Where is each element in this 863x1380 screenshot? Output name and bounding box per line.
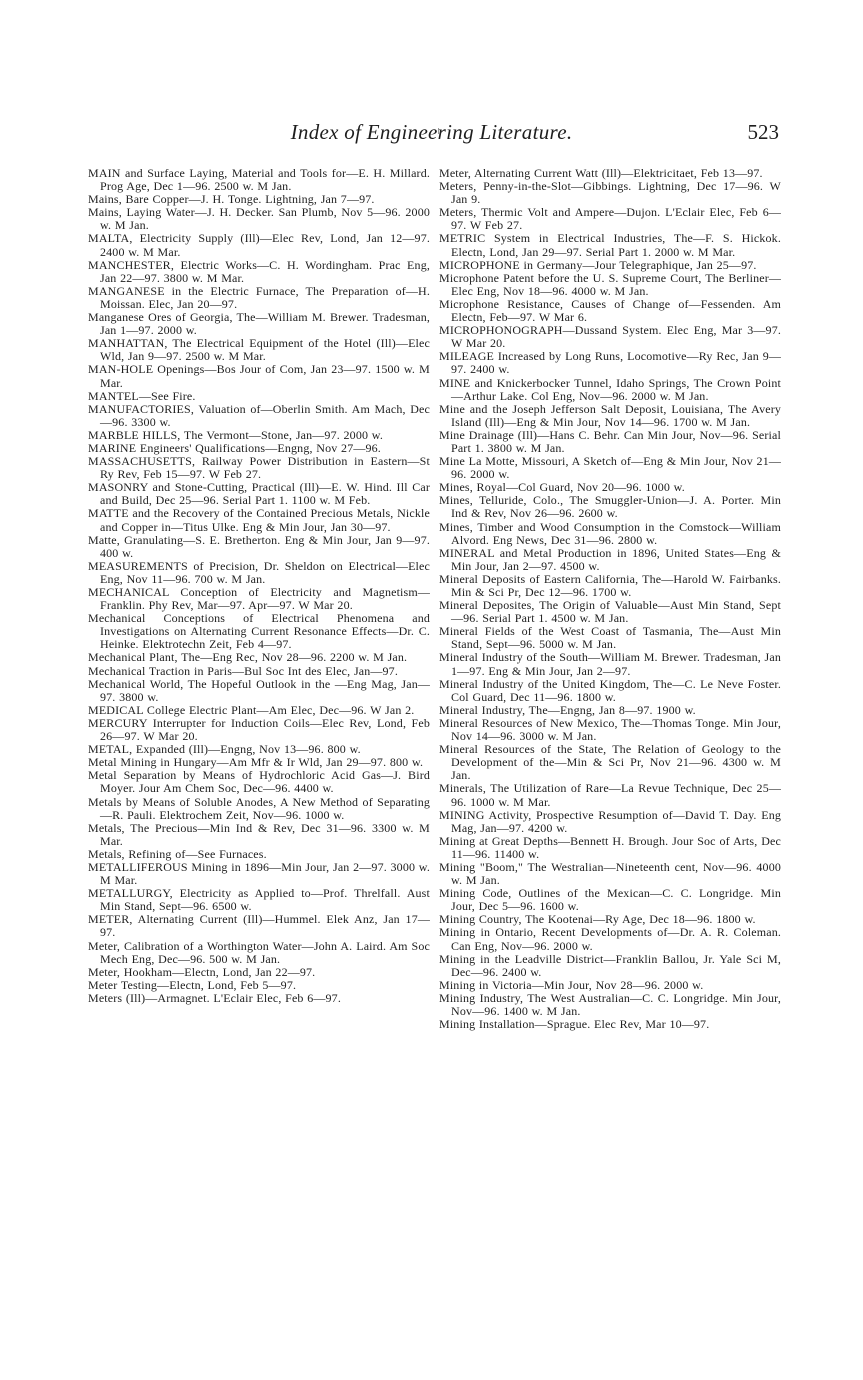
index-entry: Mineral Deposits of Eastern California, The—Harold W. Fairbanks. Min & Sci Pr, Dec 12—96. 1700 w. <box>439 571 781 599</box>
right-column <box>439 167 781 1031</box>
index-entry: Mining Installation—Sprague. Elec Rev, Mar 10—97. <box>439 1017 710 1032</box>
index-entry: Mechanical Traction in Paris—Bul Soc Int des Elec, Jan—97. <box>88 663 398 678</box>
index-entry: Mining in the Leadville District—Franklin Ballou, Jr. Yale Sci M, Dec—96. 2400 w. <box>439 951 781 979</box>
index-entry: METAL, Expanded (Ill)—Engng, Nov 13—96. 800 w. <box>88 742 361 757</box>
index-entry: Mining in Victoria—Min Jour, Nov 28—96. 2000 w. <box>439 977 704 992</box>
index-entry: Mineral Fields of the West Coast of Tasmania, The—Aust Min Stand, Sept—96. 5000 w. M Jan. <box>439 624 781 652</box>
index-entry: Mining "Boom," The Westralian—Nineteenth cent, Nov—96. 4000 w. M Jan. <box>439 859 781 888</box>
index-entry: Mechanical Conceptions of Electrical Phenomena and Investigations on Alternating Current Resonance Effects—Dr. C. Heinke. Elektrotechn Zeit, Feb 4—97. <box>88 611 430 652</box>
index-entry: MASONRY and Stone-Cutting, Practical (Ill)—E. W. Hind. Ill Car and Build, Dec 25—96. Serial Part 1. 1100 w. M Feb. <box>88 480 430 508</box>
index-entry: Mining at Great Depths—Bennett H. Brough. Jour Soc of Arts, Dec 11—96. 11400 w. <box>439 833 781 861</box>
index-entry: Mines, Royal—Col Guard, Nov 20—96. 1000 w. <box>439 480 685 495</box>
index-entry: METALLIFEROUS Mining in 1896—Min Jour, Jan 2—97. 3000 w. M Mar. <box>88 859 430 888</box>
index-entry: Mineral Resources of the State, The Relation of Geology to the Development of the—Min & Sci Pr, Nov 21—96. 4300 w. M Jan. <box>439 742 781 783</box>
index-entry: Mining Country, The Kootenai—Ry Age, Dec 18—96. 1800 w. <box>439 912 756 927</box>
page-number: 523 <box>747 120 779 144</box>
index-entry: Meter Testing—Electn, Lond, Feb 5—97. <box>88 977 297 992</box>
index-entry: MANHATTAN, The Electrical Equipment of the Hotel (Ill)—Elec Wld, Jan 9—97. 2500 w. M Mar. <box>88 336 430 364</box>
index-entry: Microphone Resistance, Causes of Change of—Fessenden. Am Electn, Feb—97. W Mar 6. <box>439 296 781 325</box>
index-entry: Mine La Motte, Missouri, A Sketch of—Eng & Min Jour, Nov 21—96. 2000 w. <box>439 454 781 482</box>
index-entry: METRIC System in Electrical Industries, The—F. S. Hickok. Electn, Lond, Jan 29—97. Serial Part 1. 2000 w. M Mar. <box>439 231 781 259</box>
index-entry: MICROPHONE in Germany—Jour Telegraphique, Jan 25—97. <box>439 257 757 272</box>
index-entry: Manganese Ores of Georgia, The—William M. Brewer. Tradesman, Jan 1—97. 2000 w. <box>88 310 430 338</box>
index-entry: Mining Industry, The West Australian—C. C. Longridge. Min Jour, Nov—96. 1400 w. M Jan. <box>439 990 781 1018</box>
index-entry: MARINE Engineers' Qualifications—Engng, Nov 27—96. <box>88 440 381 455</box>
index-entry: Mineral Industry of the South—William M. Brewer. Tradesman, Jan 1—97. Eng & Min Jour, Jan 2—97. <box>439 650 781 678</box>
index-entry: Microphone Patent before the U. S. Supreme Court, The Berliner—Elec Eng, Nov 18—96. 4000 w. M Jan. <box>439 270 781 298</box>
index-entry: Mains, Laying Water—J. H. Decker. San Plumb, Nov 5—96. 2000 w. M Jan. <box>88 205 430 233</box>
index-entry: Mine and the Joseph Jefferson Salt Deposit, Louisiana, The Avery Island (Ill)—Eng & Min Jour, Nov 14—96. 1700 w. M Jan. <box>439 401 781 429</box>
index-entry: METALLURGY, Electricity as Applied to—Prof. Threlfall. Aust Min Stand, Sept—96. 6500 w. <box>88 886 430 914</box>
index-entry: MANTEL—See Fire. <box>88 388 196 403</box>
index-entry: Mining in Ontario, Recent Developments of—Dr. A. R. Coleman. Can Eng, Nov—96. 2000 w. <box>439 925 781 953</box>
index-entry: MANUFACTORIES, Valuation of—Oberlin Smith. Am Mach, Dec—96. 3300 w. <box>88 401 430 429</box>
index-entry: MECHANICAL Conception of Electricity and Magnetism—Franklin. Phy Rev, Mar—97. Apr—97. W Mar 20. <box>88 585 430 613</box>
index-entry: Metals by Means of Soluble Anodes, A New Method of Separating—R. Pauli. Elektrochem Zeit, Nov—96. 1000 w. <box>88 794 430 822</box>
page-header <box>0 120 863 150</box>
index-entry: Meter, Hookham—Electn, Lond, Jan 22—97. <box>88 964 316 979</box>
index-entry: Metal Separation by Means of Hydrochloric Acid Gas—J. Bird Moyer. Jour Am Chem Soc, Dec—96. 4400 w. <box>88 768 430 796</box>
index-entry: Meters, Penny-in-the-Slot—Gibbings. Lightning, Dec 17—96. W Jan 9. <box>439 179 781 207</box>
index-entry: Metal Mining in Hungary—Am Mfr & Ir Wld, Jan 29—97. 800 w. <box>88 755 424 770</box>
index-entry: Mains, Bare Copper—J. H. Tonge. Lightning, Jan 7—97. <box>88 192 375 207</box>
index-entry: Metals, Refining of—See Furnaces. <box>88 846 267 861</box>
index-entry: MAN-HOLE Openings—Bos Jour of Com, Jan 23—97. 1500 w. M Mar. <box>88 362 430 390</box>
index-entry: MANCHESTER, Electric Works—C. H. Wordingham. Prac Eng, Jan 22—97. 3800 w. M Mar. <box>88 257 430 285</box>
running-title: Index of Engineering Literature. <box>290 120 573 144</box>
index-entry: Mine Drainage (Ill)—Hans C. Behr. Can Min Jour, Nov—96. Serial Part 1. 3800 w. M Jan. <box>439 427 781 455</box>
index-entry: MATTE and the Recovery of the Contained Precious Metals, Nickle and Copper in—Titus Ulke. Eng & Min Jour, Jan 30—97. <box>88 506 430 534</box>
index-entry: MINERAL and Metal Production in 1896, United States—Eng & Min Jour, Jan 2—97. 4500 w. <box>439 545 781 573</box>
index-entry: MARBLE HILLS, The Vermont—Stone, Jan—97. 2000 w. <box>88 427 383 442</box>
index-entry: Mineral Industry, The—Engng, Jan 8—97. 1900 w. <box>439 702 696 717</box>
index-entry: METER, Alternating Current (Ill)—Hummel. Elek Anz, Jan 17—97. <box>88 912 430 940</box>
index-entry: MERCURY Interrupter for Induction Coils—Elec Rev, Lond, Feb 26—97. W Mar 20. <box>88 715 430 744</box>
index-entry: Mines, Telluride, Colo., The Smuggler-Union—J. A. Porter. Min Ind & Rev, Nov 26—96. 2600 w. <box>439 493 781 521</box>
index-entry: Metals, The Precious—Min Ind & Rev, Dec 31—96. 3300 w. M Mar. <box>88 820 430 848</box>
index-entry: Matte, Granulating—S. E. Bretherton. Eng & Min Jour, Jan 9—97. 400 w. <box>88 532 430 560</box>
index-entry: Meters, Thermic Volt and Ampere—Dujon. L'Eclair Elec, Feb 6—97. W Feb 27. <box>439 205 781 233</box>
index-entry: MEDICAL College Electric Plant—Am Elec, Dec—96. W Jan 2. <box>88 702 415 717</box>
index-entry: Mining Code, Outlines of the Mexican—C. C. Longridge. Min Jour, Dec 5—96. 1600 w. <box>439 886 781 914</box>
index-entry: MAIN and Surface Laying, Material and Tools for—E. H. Millard. Prog Age, Dec 1—96. 2500 w. M Jan. <box>88 166 430 194</box>
index-entry: MANGANESE in the Electric Furnace, The Preparation of—H. Moissan. Elec, Jan 20—97. <box>88 283 430 311</box>
index-entry: MICROPHONOGRAPH—Dussand System. Elec Eng, Mar 3—97. W Mar 20. <box>439 323 781 351</box>
left-column <box>88 167 430 1005</box>
index-entry: MASSACHUSETTS, Railway Power Distribution in Eastern—St Ry Rev, Feb 15—97. W Feb 27. <box>88 454 430 482</box>
index-entry: Mechanical Plant, The—Eng Rec, Nov 28—96. 2200 w. M Jan. <box>88 650 408 665</box>
index-entry: Meter, Alternating Current Watt (Ill)—Elektricitaet, Feb 13—97. <box>439 166 763 180</box>
index-entry: MEASUREMENTS of Precision, Dr. Sheldon on Electrical—Elec Eng, Nov 11—96. 700 w. M Jan. <box>88 558 430 586</box>
index-entry: Meter, Calibration of a Worthington Water—John A. Laird. Am Soc Mech Eng, Dec—96. 500 w. M Jan. <box>88 938 430 966</box>
index-entry: MINE and Knickerbocker Tunnel, Idaho Springs, The Crown Point—Arthur Lake. Col Eng, Nov—96. 2000 w. M Jan. <box>439 375 781 403</box>
index-entry: MALTA, Electricity Supply (Ill)—Elec Rev, Lond, Jan 12—97. 2400 w. M Mar. <box>88 231 430 259</box>
index-entry: Mineral Deposites, The Origin of Valuable—Aust Min Stand, Sept—96. Serial Part 1. 4500 w. M Jan. <box>439 598 781 626</box>
index-entry: MILEAGE Increased by Long Runs, Locomotive—Ry Rec, Jan 9—97. 2400 w. <box>439 349 781 377</box>
index-entry: Mineral Resources of New Mexico, The—Thomas Tonge. Min Jour, Nov 14—96. 3000 w. M Jan. <box>439 715 781 744</box>
index-entry: Minerals, The Utilization of Rare—La Revue Technique, Dec 25—96. 1000 w. M Mar. <box>439 781 781 809</box>
index-entry: Mines, Timber and Wood Consumption in the Comstock—William Alvord. Eng News, Dec 31—96. 2800 w. <box>439 519 781 547</box>
index-entry: Mineral Industry of the United Kingdom, The—C. Le Neve Foster. Col Guard, Dec 11—96. 1800 w. <box>439 676 781 704</box>
index-entry: Meters (Ill)—Armagnet. L'Eclair Elec, Feb 6—97. <box>88 990 341 1005</box>
index-entry: Mechanical World, The Hopeful Outlook in the —Eng Mag, Jan—97. 3800 w. <box>88 676 430 704</box>
index-entry: MINING Activity, Prospective Resumption of—David T. Day. Eng Mag, Jan—97. 4200 w. <box>439 807 781 835</box>
